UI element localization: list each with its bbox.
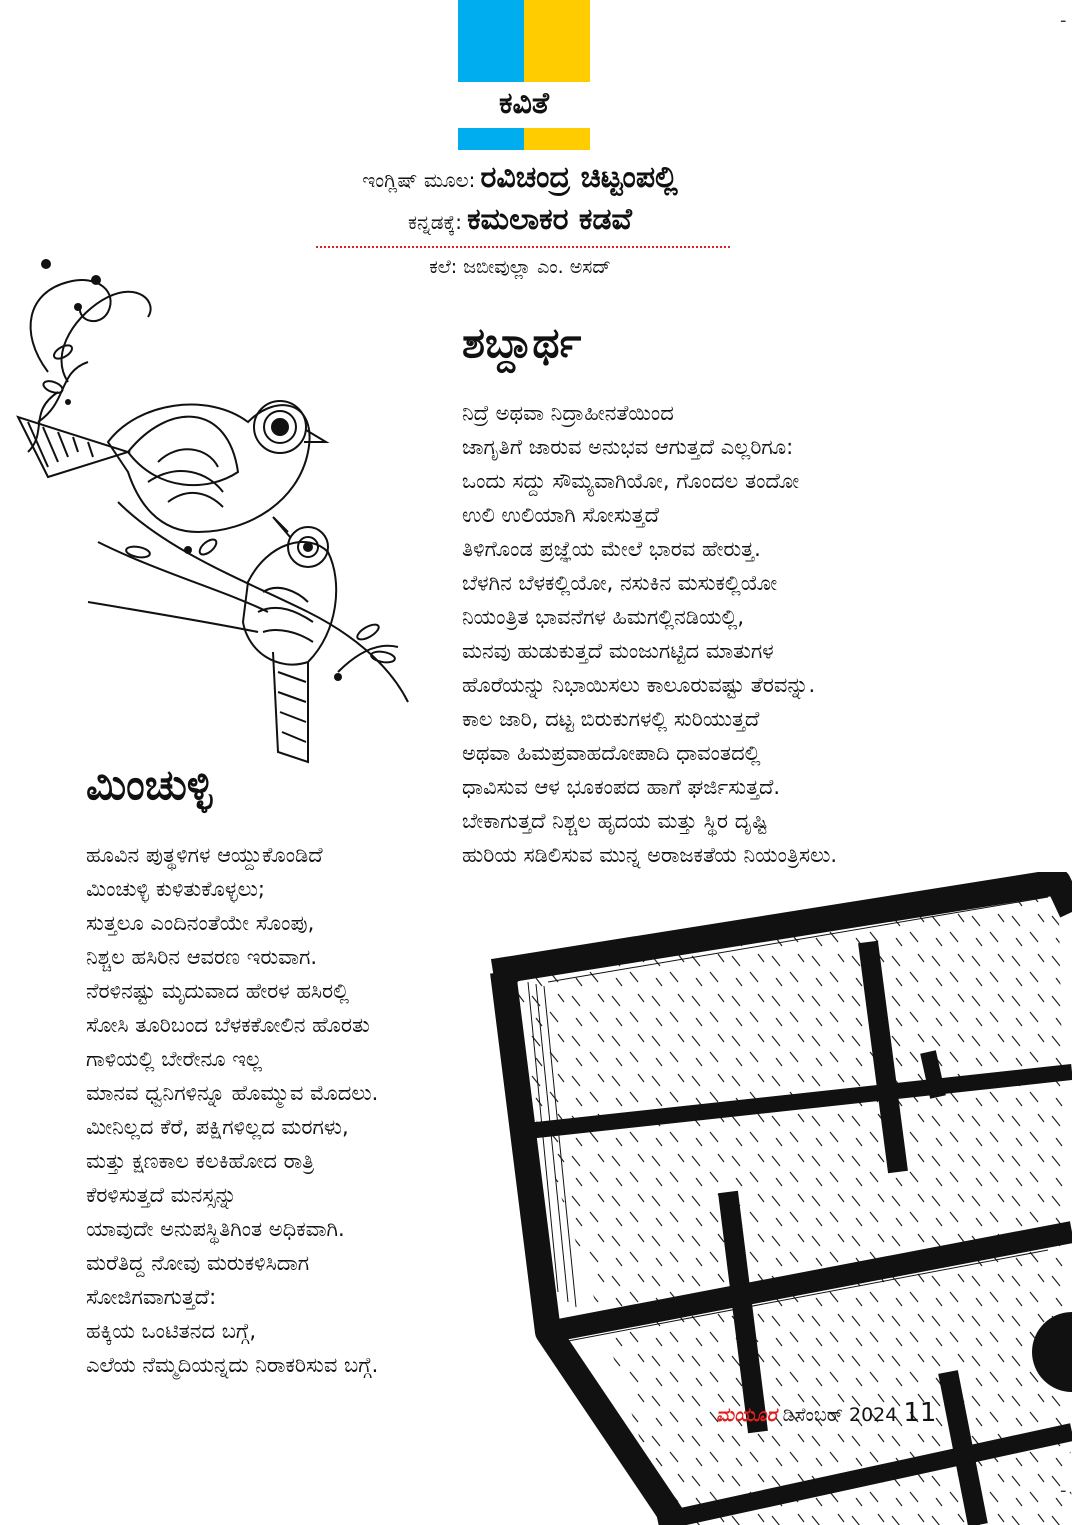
poem2-line: ಮೀನಿಲ್ಲದ ಕೆರೆ, ಪಕ್ಷಿಗಳಿಲ್ಲದ ಮರಗಳು, (86, 1115, 349, 1139)
english-source-credit (300, 160, 740, 195)
poem1-body (462, 396, 837, 872)
poem1-line: ಮನವು ಹುಡುಕುತ್ತದೆ ಮಂಜುಗಟ್ಟಿದ ಮಾತುಗಳ (462, 639, 774, 663)
poem2-line: ನೆರಳಿನಷ್ಟು ಮೃದುವಾದ ಹೇರಳ ಹಸಿರಲ್ಲಿ (86, 979, 350, 1003)
poem1-line: ಧಾವಿಸುವ ಆಳ ಭೂಕಂಪದ ಹಾಗೆ ಘರ್ಜಿಸುತ್ತದೆ. (462, 775, 781, 799)
page-number: 11 (903, 1398, 937, 1428)
crop-mark-top: - (1060, 10, 1067, 31)
poem2-line: ಗಾಳಿಯಲ್ಲಿ ಬೇರೇನೂ ಇಲ್ಲ (86, 1047, 262, 1071)
poem2-line: ಸೋಸಿ ತೂರಿಬಂದ ಬೆಳಕಕೋಲಿನ ಹೊರತು (86, 1013, 370, 1037)
poem2-line: ಮಿಂಚುಳ್ಳಿ ಕುಳಿತುಕೊಳ್ಳಲು; (86, 877, 265, 901)
poem1-title: ಶಬ್ದಾರ್ಥ (462, 318, 582, 367)
translator-credit (300, 202, 740, 237)
poem1-line: ಹೊರೆಯನ್ನು ನಿಭಾಯಿಸಲು ಕಾಲೂರುವಷ್ಟು ತೆರವನ್ನು. (462, 673, 816, 697)
poem2-line: ಮಾನವ ಧ್ವನಿಗಳಿನ್ನೂ ಹೊಮ್ಮುವ ಮೊದಲು. (86, 1081, 379, 1105)
issue-date: ಡಿಸೆಂಬರ್ 2024 (782, 1404, 898, 1426)
birds-illustration (8, 252, 418, 772)
poem1-line: ಉಲಿ ಉಲಿಯಾಗಿ ಸೋಸುತ್ತದೆ (462, 503, 659, 527)
english-source-name: ರವಿಚಂದ್ರ ಚಿಟ್ಟಂಪಲ್ಲಿ (480, 160, 678, 195)
poem2-title: ಮಿಂಚುಳ್ಳಿ (86, 760, 213, 809)
section-header-block (458, 0, 590, 150)
translator-label: ಕನ್ನಡಕ್ಕೆ: (407, 210, 462, 234)
art-credit: ಕಲೆ: ಜಬೀವುಲ್ಲಾ ಎಂ. ಅಸದ್ (429, 256, 611, 278)
poem2-line: ನಿಶ್ಚಲ ಹಸಿರಿನ ಆವರಣ ಇರುವಾಗ. (86, 945, 318, 969)
crop-mark-bottom: - (1060, 1480, 1067, 1501)
poem2-line: ಮರೆತಿದ್ದ ನೋವು ಮರುಕಳಿಸಿದಾಗ (86, 1251, 310, 1275)
poem1-line: ನಿಯಂತ್ರಿತ ಭಾವನೆಗಳ ಹಿಮಗಲ್ಲಿನಡಿಯಲ್ಲಿ, (462, 605, 745, 629)
poem2-line: ಹಕ್ಕಿಯ ಒಂಟಿತನದ ಬಗ್ಗೆ, (86, 1319, 257, 1343)
header-blue-stripe (458, 128, 524, 150)
poem1-line: ಬೇಕಾಗುತ್ತದೆ ನಿಶ್ಚಲ ಹೃದಯ ಮತ್ತು ಸ್ಥಿರ ದೃಷ್ಟಿ (462, 809, 768, 833)
header-blue-block (458, 0, 524, 82)
poem1-line: ಜಾಗೃತಿಗೆ ಜಾರುವ ಅನುಭವ ಆಗುತ್ತದೆ ಎಲ್ಲರಿಗೂ: (462, 435, 794, 459)
translator-name: ಕಮಲಾಕರ ಕಡವೆ (467, 202, 633, 237)
poem1-line: ಕಾಲ ಜಾರಿ, ದಟ್ಟ ಬಿರುಕುಗಳಲ್ಲಿ ಸುರಿಯುತ್ತದೆ (462, 707, 760, 731)
poem2-line: ಸುತ್ತಲೂ ಎಂದಿನಂತೆಯೇ ಸೊಂಪು, (86, 911, 315, 935)
poem2-line: ಮತ್ತು ಕ್ಷಣಕಾಲ ಕಲಕಿಹೋದ ರಾತ್ರಿ (86, 1149, 315, 1173)
header-yellow-block (524, 0, 590, 82)
poem1-line: ನಿದ್ರೆ ಅಥವಾ ನಿದ್ರಾಹೀನತೆಯಿಂದ (462, 401, 674, 425)
poem1-line: ಅಥವಾ ಹಿಮಪ್ರವಾಹದೋಪಾದಿ ಧಾವಂತದಲ್ಲಿ (462, 741, 761, 765)
poem1-line: ಹುರಿಯ ಸಡಿಲಿಸುವ ಮುನ್ನ ಅರಾಜಕತೆಯ ನಿಯಂತ್ರಿಸಲು. (462, 843, 838, 867)
poem2-line: ಹೂವಿನ ಪುತ್ಥಳಿಗಳ ಆಯ್ದುಕೊಂಡಿದೆ (86, 843, 323, 867)
header-yellow-stripe (524, 128, 590, 150)
poem1-line: ಒಂದು ಸದ್ದು ಸೌಮ್ಯವಾಗಿಯೋ, ಗೊಂದಲ ತಂದೋ (462, 469, 800, 493)
poem2-line: ಸೋಜಿಗವಾಗುತ್ತದೆ: (86, 1285, 217, 1309)
poem1-line: ಬೆಳಗಿನ ಬೆಳಕಲ್ಲಿಯೋ, ನಸುಕಿನ ಮಸುಕಲ್ಲಿಯೋ (462, 571, 778, 595)
english-source-label: ಇಂಗ್ಲಿಷ್ ಮೂಲ: (362, 168, 476, 192)
poem2-line: ಎಲೆಯ ನೆಮ್ಮದಿಯನ್ನದು ನಿರಾಕರಿಸುವ ಬಗ್ಗೆ. (86, 1353, 379, 1377)
magazine-brand: ಮಯೂರ (716, 1404, 777, 1426)
section-label: ಕವಿತೆ (499, 86, 549, 121)
credit-divider (316, 246, 730, 248)
poem2-body (86, 838, 378, 1382)
page-footer (716, 1398, 936, 1428)
poem2-line: ಯಾವುದೇ ಅನುಪಸ್ಥಿತಿಗಿಂತ ಅಧಿಕವಾಗಿ. (86, 1217, 345, 1241)
poem1-line: ತಿಳಿಗೊಂಡ ಪ್ರಜ್ಞೆಯ ಮೇಲೆ ಭಾರವ ಹೇರುತ್ತ. (462, 537, 761, 561)
poem2-line: ಕೆರಳಿಸುತ್ತದೆ ಮನಸ್ಸನ್ನು (86, 1183, 237, 1207)
